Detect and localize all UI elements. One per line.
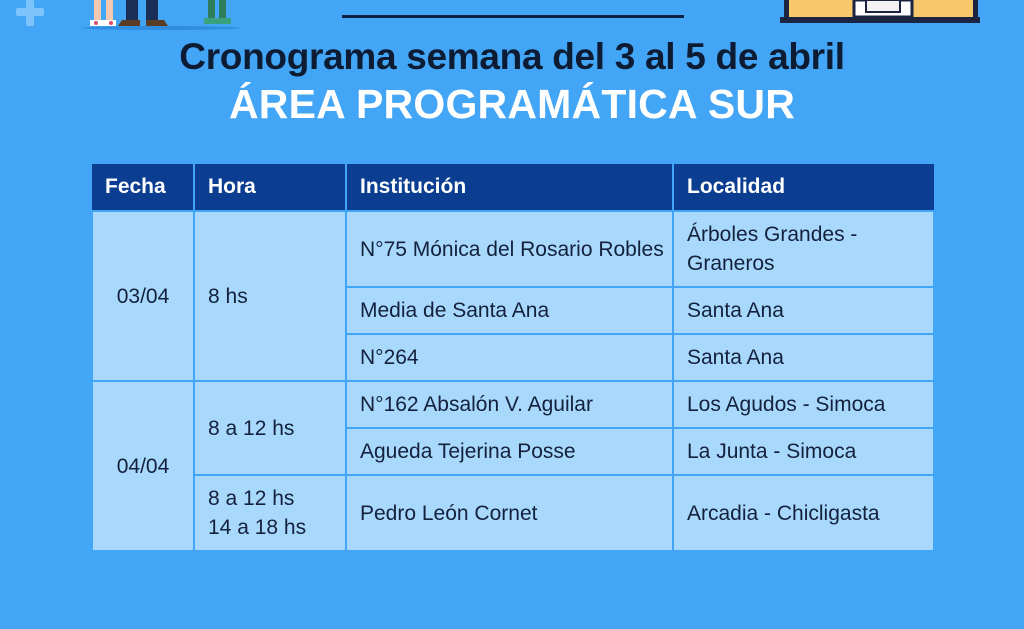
column-header-institucion: Institución bbox=[346, 164, 673, 211]
localidad-line: Graneros bbox=[687, 252, 775, 275]
localidad-cell: La Junta - Simoca bbox=[673, 428, 934, 475]
institucion-cell: Agueda Tejerina Posse bbox=[346, 428, 673, 475]
plus-icon bbox=[14, 0, 46, 26]
heading bbox=[0, 34, 1024, 128]
table-row bbox=[92, 381, 934, 428]
column-header-hora: Hora bbox=[194, 164, 346, 211]
table-row bbox=[92, 475, 934, 551]
page-title: Cronograma semana del 3 al 5 de abril bbox=[179, 36, 845, 77]
column-header-localidad: Localidad bbox=[673, 164, 934, 211]
localidad-cell: Los Agudos - Simoca bbox=[673, 381, 934, 428]
institucion-cell: N°162 Absalón V. Aguilar bbox=[346, 381, 673, 428]
institucion-cell: N°75 Mónica del Rosario Robles bbox=[346, 211, 673, 287]
fecha-cell: 04/04 bbox=[92, 381, 194, 551]
localidad-line: Árboles Grandes - bbox=[687, 223, 858, 246]
hora-cell: 8 a 12 hs bbox=[194, 381, 346, 475]
table-header-row bbox=[92, 164, 934, 211]
table-row bbox=[92, 211, 934, 287]
institucion-cell: Media de Santa Ana bbox=[346, 287, 673, 334]
fecha-cell: 03/04 bbox=[92, 211, 194, 381]
people-illustration bbox=[76, 0, 246, 30]
page-subtitle: ÁREA PROGRAMÁTICA SUR bbox=[228, 81, 796, 127]
localidad-cell: Santa Ana bbox=[673, 287, 934, 334]
building-illustration bbox=[778, 0, 988, 26]
localidad-cell bbox=[673, 211, 934, 287]
hora-cell: 8 hs bbox=[194, 211, 346, 381]
institucion-cell: Pedro León Cornet bbox=[346, 475, 673, 551]
schedule-table bbox=[91, 164, 935, 552]
hora-line: 8 a 12 hs bbox=[208, 487, 295, 510]
localidad-cell: Arcadia - Chicligasta bbox=[673, 475, 934, 551]
title-divider bbox=[342, 15, 684, 18]
localidad-cell: Santa Ana bbox=[673, 334, 934, 381]
column-header-fecha: Fecha bbox=[92, 164, 194, 211]
hora-line: 14 a 18 hs bbox=[208, 516, 307, 539]
institucion-cell: N°264 bbox=[346, 334, 673, 381]
hora-cell bbox=[194, 475, 346, 551]
